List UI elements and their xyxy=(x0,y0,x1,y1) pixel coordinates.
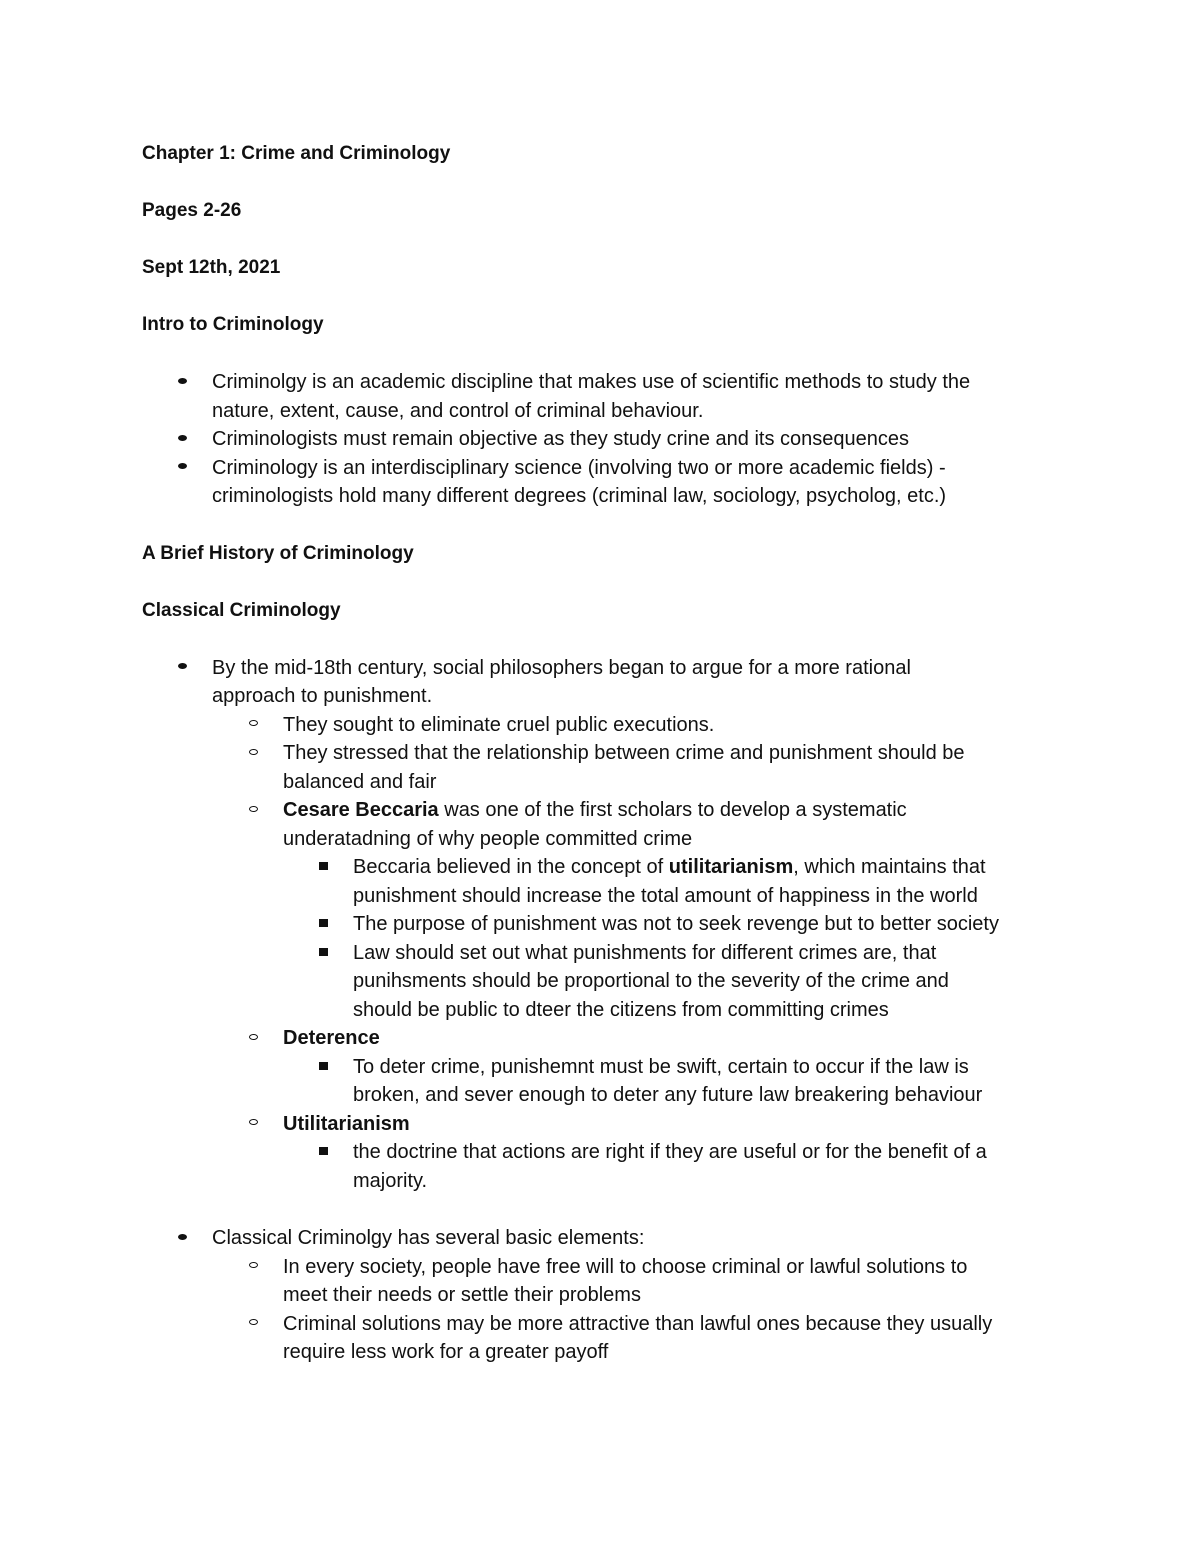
bullet-dot-icon xyxy=(172,454,192,483)
beccaria-name: Cesare Beccaria xyxy=(283,799,439,821)
classical-heading: Classical Criminology xyxy=(142,599,341,621)
bullet-ring-icon xyxy=(243,1110,263,1139)
bullet-ring-icon xyxy=(243,1024,263,1053)
bullet-dot-icon xyxy=(172,368,192,397)
classical-item-1: By the mid-18th century, social philosophers began to argue for a more rational approach to punishment. xyxy=(142,654,1062,711)
classical-square-3: Law should set out what punishments for different crimes are, that punihsments should be proportional to the severity of the crime and should be public to dteer the citizens from committing crimes xyxy=(142,939,1062,1025)
classical-sub-deterence: Deterence xyxy=(142,1024,1062,1053)
bullet-ring-icon xyxy=(243,739,263,768)
bullet-dot-icon xyxy=(172,1224,192,1253)
document-page xyxy=(142,140,1062,1367)
classical-sub-utilitarianism: Utilitarianism xyxy=(142,1110,1062,1139)
date-label: Sept 12th, 2021 xyxy=(142,257,281,278)
classical-sub-3: Cesare Beccaria was one of the first scholars to develop a systematic underatadning of why people committed crime xyxy=(142,796,1062,853)
intro-item-1: Criminolgy is an academic discipline that makes use of scientific methods to study the nature, extent, cause, and control of criminal behaviour. xyxy=(142,368,1062,425)
classical-square-5: the doctrine that actions are right if they are useful or for the benefit of a majority. xyxy=(142,1138,1062,1195)
pages-label: Pages 2-26 xyxy=(142,200,242,221)
intro-heading: Intro to Criminology xyxy=(142,314,324,335)
bullet-square-icon xyxy=(313,939,333,968)
bullet-square-icon xyxy=(313,910,333,939)
intro-item-3: Criminology is an interdisciplinary science (involving two or more academic fields) - criminologists hold many different degrees (criminal law, sociology, psycholog, etc.) xyxy=(142,454,1062,511)
bullet-dot-icon xyxy=(172,654,192,683)
bullet-dot-icon xyxy=(172,425,192,454)
history-heading: A Brief History of Criminology xyxy=(142,542,414,564)
classical-square-1: Beccaria believed in the concept of utilitarianism, which maintains that punishment should increase the total amount of happiness in the world xyxy=(142,853,1062,910)
bullet-square-icon xyxy=(313,1138,333,1167)
bullet-ring-icon xyxy=(243,1253,263,1282)
bullet-ring-icon xyxy=(243,1310,263,1339)
classical-square-2: The purpose of punishment was not to seek revenge but to better society xyxy=(142,910,1062,939)
bullet-ring-icon xyxy=(243,796,263,825)
classical-item-2: Classical Criminolgy has several basic elements: xyxy=(142,1224,1062,1253)
bullet-square-icon xyxy=(313,1053,333,1082)
classical-sub-4: In every society, people have free will to choose criminal or lawful solutions to meet their needs or settle their problems xyxy=(142,1253,1062,1310)
classical-sub-2: They stressed that the relationship between crime and punishment should be balanced and fair xyxy=(142,739,1062,796)
classical-square-4: To deter crime, punishemnt must be swift, certain to occur if the law is broken, and sever enough to deter any future law breakering behaviour xyxy=(142,1053,1062,1110)
intro-item-2: Criminologists must remain objective as they study crine and its consequences xyxy=(142,425,1062,454)
bullet-ring-icon xyxy=(243,711,263,740)
chapter-title: Chapter 1: Crime and Criminology xyxy=(142,143,451,164)
classical-sub-5: Criminal solutions may be more attractive than lawful ones because they usually require less work for a greater payoff xyxy=(142,1310,1062,1367)
classical-sub-1: They sought to eliminate cruel public executions. xyxy=(142,711,1062,740)
bullet-square-icon xyxy=(313,853,333,882)
